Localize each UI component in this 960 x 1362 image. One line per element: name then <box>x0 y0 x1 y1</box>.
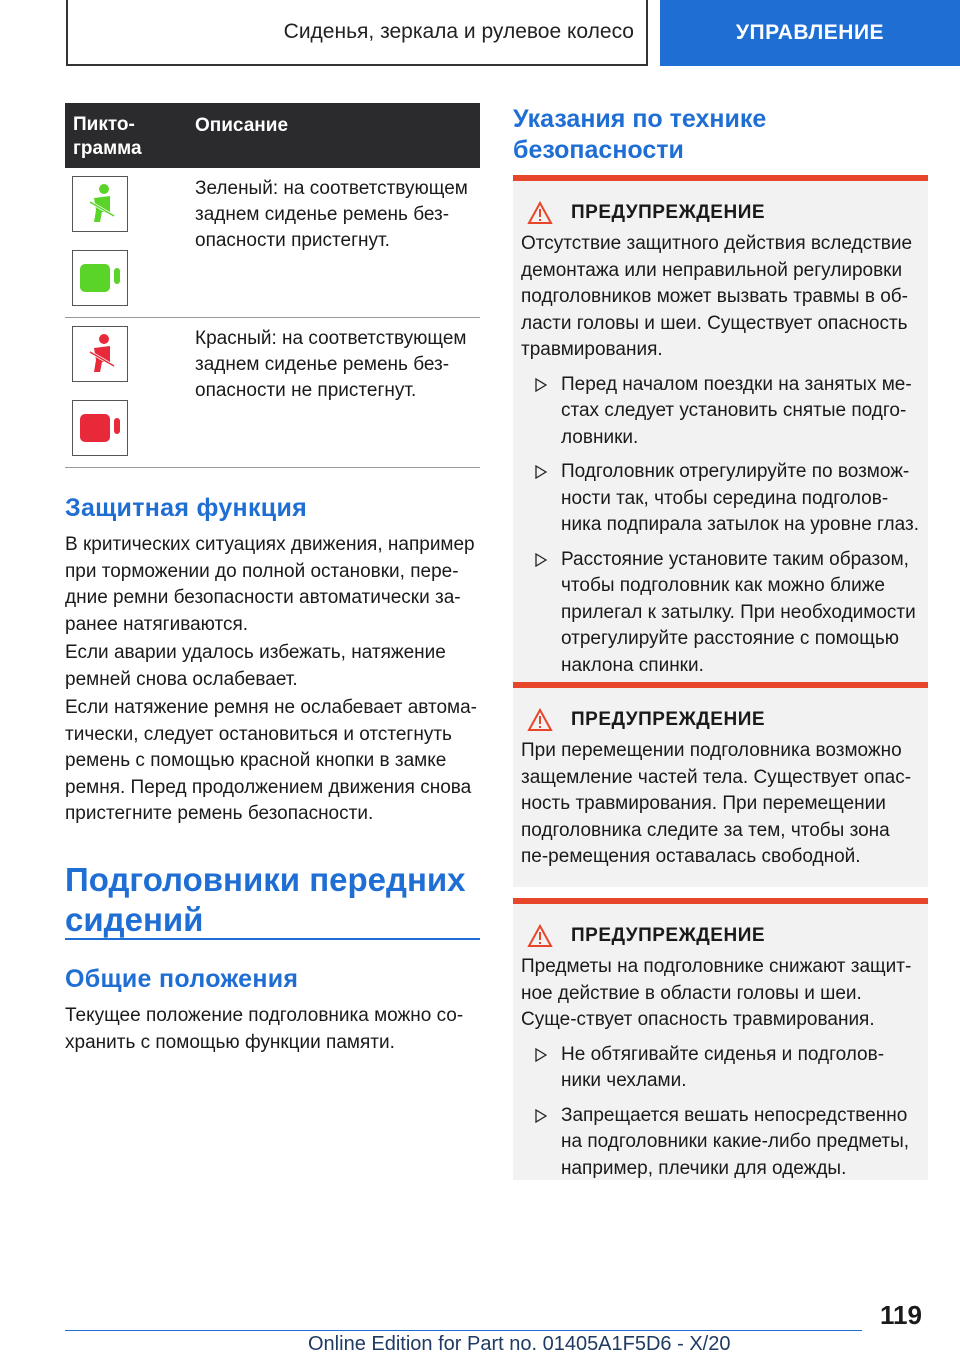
seatbelt-red-icon <box>72 326 128 382</box>
warning-box <box>513 898 928 1180</box>
heading-rule <box>65 938 480 940</box>
general-heading: Общие положения <box>65 965 299 993</box>
warning-text: Предметы на подголовнике снижают защит-ное действие в области головы и шеи. Суще-ствует опасность травмирования. <box>521 956 912 1030</box>
safety-heading: Указания по технике безопасности <box>513 105 767 164</box>
row-description: Зеленый: на соответствующем заднем сиденье ремень без-опасности пристегнут. <box>195 178 468 251</box>
list-item: Подголовник отрегулируйте по возмож-ности так, чтобы середина подголов-ника подпирала затылок на уровне глаз. <box>521 459 920 539</box>
header-chapter-tab[interactable] <box>660 0 960 66</box>
row-description: Красный: на соответствующем заднем сиденье ремень без-опасности не пристегнут. <box>195 328 467 401</box>
warning-box <box>513 682 928 887</box>
table-header <box>65 103 480 168</box>
footer-edition: Online Edition for Part no. 01405A1F5D6 - X/20 <box>308 1333 731 1355</box>
col-pictogram-header: Пикто- грамма <box>73 114 142 159</box>
col-description-header: Описание <box>195 115 289 136</box>
bullet-triangle-icon <box>535 378 547 392</box>
page-number: 119 <box>880 1300 922 1330</box>
section-title: Сиденья, зеркала и рулевое колесо <box>283 20 634 43</box>
warning-triangle-icon <box>527 924 553 948</box>
bullet-triangle-icon <box>535 553 547 567</box>
table-row <box>65 318 480 468</box>
list-item: Не обтягивайте сиденья и подголов-ники чехлами. <box>521 1042 920 1095</box>
seat-indicator-red-icon <box>72 400 128 456</box>
seat-indicator-green-icon <box>72 250 128 306</box>
list-item: Перед началом поездки на занятых ме-стах следует установить снятые подго-ловники. <box>521 372 920 452</box>
footer-rule <box>65 1330 862 1331</box>
protect-para-1: В критических ситуациях движения, например при торможении до полной остановки, пере-дние ремни безопасности автоматически за-ранее натягиваются. <box>65 534 475 635</box>
warning-title: ПРЕДУПРЕЖДЕНИЕ <box>521 918 920 954</box>
general-para: Текущее положение подголовника можно со-хранить с помощью функции памяти. <box>65 1005 464 1053</box>
warning-triangle-icon <box>527 201 553 225</box>
warning-triangle-icon <box>527 708 553 732</box>
protect-para-3: Если натяжение ремня не ослабевает автома-тически, следует остановиться и отстегнуть ремень с помощью красной кнопки в замке ремня. Перед продолжением движения снова пристегните ремень безопасности. <box>65 697 477 824</box>
warning-box <box>513 175 928 689</box>
pictogram-table <box>65 103 480 468</box>
headrests-heading: Подголовники передних сидений <box>65 861 466 938</box>
seatbelt-green-icon <box>72 176 128 232</box>
bullet-triangle-icon <box>535 1048 547 1062</box>
protect-para-2: Если аварии удалось избежать, натяжение ремней снова ослабевает. <box>65 642 446 690</box>
table-row <box>65 168 480 318</box>
list-item: Расстояние установите таким образом, чтобы подголовник как можно ближе прилегал к затылку. При необходимости отрегулируйте расстояние с помощью наклона спинки. <box>521 547 920 680</box>
warning-title: ПРЕДУПРЕЖДЕНИЕ <box>521 195 920 231</box>
bullet-triangle-icon <box>535 465 547 479</box>
header-section-title <box>66 0 648 66</box>
chapter-label: УПРАВЛЕНИЕ <box>735 21 885 44</box>
warning-text: При перемещении подголовника возможно защемление частей тела. Существует опас-ность травмирования. При перемещении подголовника следите за тем, чтобы зона пе-ремещения оставалась свободной. <box>521 740 912 867</box>
warning-text: Отсутствие защитного действия вследствие демонтажа или неправильной регулировки подголовников может вызвать травмы в об-ласти головы и шеи. Существует опасность травмирования. <box>521 233 913 360</box>
list-item: Запрещается вешать непосредственно на подголовники какие-либо предметы, например, плечики для одежды. <box>521 1103 920 1183</box>
warning-title: ПРЕДУПРЕЖДЕНИЕ <box>521 702 920 738</box>
bullet-triangle-icon <box>535 1109 547 1123</box>
protect-function-heading: Защитная функция <box>65 494 307 522</box>
